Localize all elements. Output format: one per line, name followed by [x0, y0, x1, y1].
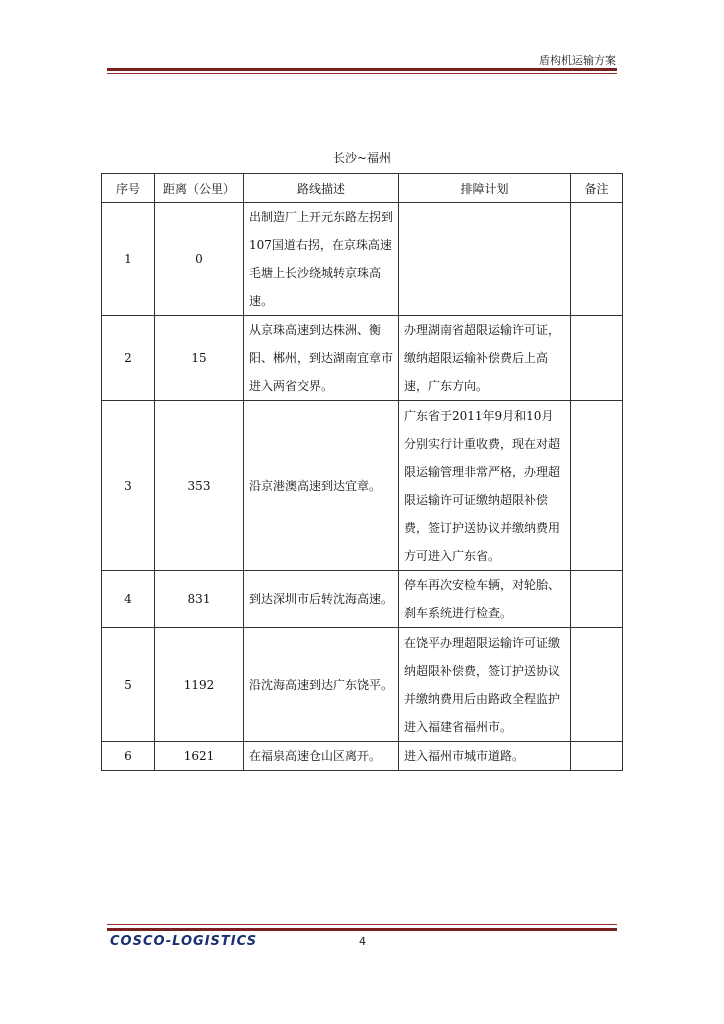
table-row	[102, 401, 623, 571]
company-logo: COSCO-LOGISTICS	[110, 934, 258, 949]
column-header-plan: 排障计划	[399, 174, 571, 203]
cell-plan: 进入福州市城市道路。	[399, 742, 571, 771]
footer-rule-thin	[107, 924, 617, 925]
cell-plan: 在饶平办理超限运输许可证缴纳超限补偿费，签订护送协议并缴纳费用后由路政全程监护进入福建省福州市。	[399, 628, 571, 742]
cell-route: 沿沈海高速到达广东饶平。	[244, 628, 399, 742]
cell-note	[571, 401, 623, 571]
cell-note	[571, 203, 623, 316]
cell-distance: 15	[155, 316, 244, 401]
column-header-route: 路线描述	[244, 174, 399, 203]
cell-distance: 1621	[155, 742, 244, 771]
cell-no: 2	[102, 316, 155, 401]
cell-route: 到达深圳市后转沈海高速。	[244, 571, 399, 628]
cell-no: 3	[102, 401, 155, 571]
header-rule-thick	[107, 68, 617, 71]
document-title: 盾构机运输方案	[539, 54, 616, 67]
cell-no: 1	[102, 203, 155, 316]
cell-route: 出制造厂上开元东路左拐到107国道右拐，在京珠高速毛塘上长沙绕城转京珠高速。	[244, 203, 399, 316]
table-row	[102, 316, 623, 401]
table-row	[102, 203, 623, 316]
column-header-note: 备注	[571, 174, 623, 203]
table-row	[102, 628, 623, 742]
route-table	[101, 173, 623, 771]
cell-distance: 0	[155, 203, 244, 316]
header-rule-thin	[107, 73, 617, 74]
table-row	[102, 742, 623, 771]
table-caption: 长沙~福州	[332, 151, 392, 165]
cell-distance: 1192	[155, 628, 244, 742]
cell-note	[571, 628, 623, 742]
cell-distance: 831	[155, 571, 244, 628]
column-header-distance: 距离（公里）	[155, 174, 244, 203]
cell-no: 5	[102, 628, 155, 742]
cell-plan	[399, 203, 571, 316]
cell-plan: 办理湖南省超限运输许可证，缴纳超限运输补偿费后上高速，广东方向。	[399, 316, 571, 401]
table-row	[102, 571, 623, 628]
cell-note	[571, 742, 623, 771]
footer-rule-thick	[107, 928, 617, 931]
cell-distance: 353	[155, 401, 244, 571]
cell-route: 沿京港澳高速到达宜章。	[244, 401, 399, 571]
cell-no: 4	[102, 571, 155, 628]
cell-note	[571, 571, 623, 628]
cell-route: 在福泉高速仓山区离开。	[244, 742, 399, 771]
cell-plan: 停车再次安检车辆，对轮胎、刹车系统进行检查。	[399, 571, 571, 628]
cell-no: 6	[102, 742, 155, 771]
cell-plan: 广东省于2011年9月和10月分别实行计重收费，现在对超限运输管理非常严格，办理超限运输许可证缴纳超限补偿费，签订护送协议并缴纳费用方可进入广东省。	[399, 401, 571, 571]
table-header-row	[102, 174, 623, 203]
cell-route: 从京珠高速到达株洲、衡阳、郴州，到达湖南宜章市进入两省交界。	[244, 316, 399, 401]
column-header-no: 序号	[102, 174, 155, 203]
cell-note	[571, 316, 623, 401]
page-number: 4	[359, 935, 366, 948]
